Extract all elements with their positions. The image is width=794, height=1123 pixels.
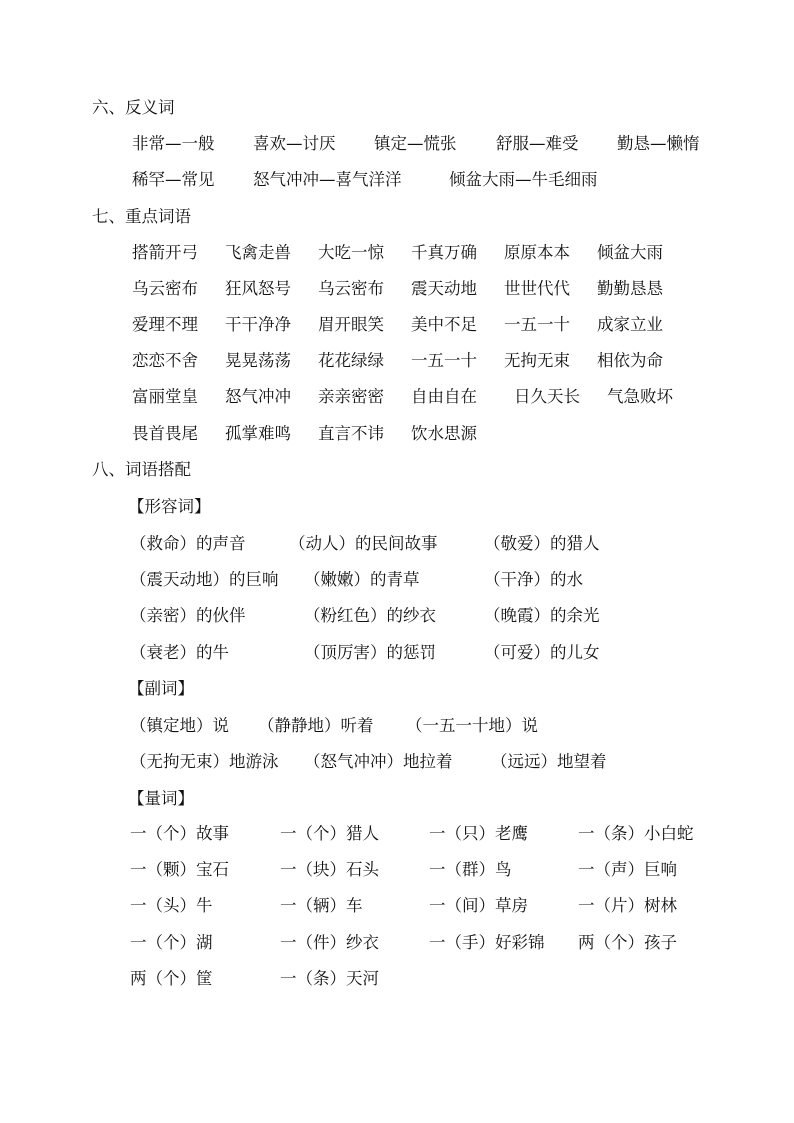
key-word: 乌云密布: [132, 279, 198, 298]
key-word: 原原本本: [504, 243, 570, 262]
key-word: 晃晃荡荡: [225, 351, 291, 370]
collocation-item: 一（头）牛: [130, 896, 213, 915]
key-word: 爱理不理: [132, 315, 198, 334]
key-word: 眉开眼笑: [318, 315, 384, 334]
collocation-item: （动人）的民间故事: [289, 534, 438, 553]
collocation-item: 两（个）孩子: [578, 933, 677, 952]
key-word: 千真万确: [411, 243, 477, 262]
key-word: 乌云密布: [318, 279, 384, 298]
collocation-item: 一（群）鸟: [429, 860, 512, 879]
collocation-item: （震天动地）的巨响: [130, 570, 279, 589]
key-word: 勤勤恳恳: [597, 279, 663, 298]
collocation-item: 一（块）石头: [280, 860, 379, 879]
heading-text: 六、反义词: [92, 98, 175, 117]
collocation-item: （嫩嫩）的青草: [304, 570, 420, 589]
key-word: 飞禽走兽: [225, 243, 291, 262]
collocation-item: （静静地）听着: [258, 716, 374, 735]
subheading-text: 【量词】: [128, 789, 194, 808]
key-word: 大吃一惊: [318, 243, 384, 262]
antonym-pair: 稀罕—常见: [132, 170, 215, 189]
key-word: 相依为命: [597, 351, 663, 370]
key-word: 日久天长: [514, 387, 580, 406]
key-word: 花花绿绿: [318, 351, 384, 370]
key-word: 气急败坏: [607, 387, 673, 406]
antonym-pair: 勤恳—懒惰: [617, 134, 700, 153]
collocation-item: 一（只）老鹰: [429, 824, 528, 843]
key-word: 直言不讳: [318, 424, 384, 443]
collocation-item: 一（个）湖: [130, 933, 213, 952]
collocation-item: 一（间）草房: [429, 896, 528, 915]
key-word: 一五一十: [411, 351, 477, 370]
collocation-item: （救命）的声音: [130, 534, 246, 553]
key-word: 富丽堂皇: [132, 387, 198, 406]
collocation-item: 两（个）筐: [130, 969, 213, 988]
collocation-item: 一（个）猎人: [280, 824, 379, 843]
collocation-item: （可爱）的儿女: [484, 643, 600, 662]
collocation-item: 一（颗）宝石: [130, 860, 229, 879]
subheading-text: 【形容词】: [128, 497, 211, 516]
antonym-pair: 非常—一般: [132, 134, 215, 153]
key-word: 倾盆大雨: [597, 243, 663, 262]
collocation-item: （衰老）的牛: [130, 643, 229, 662]
collocation-item: 一（手）好彩锦: [429, 933, 545, 952]
key-word: 成家立业: [597, 315, 663, 334]
collocation-item: （晚霞）的余光: [484, 606, 600, 625]
collocation-item: 一（声）巨响: [578, 860, 677, 879]
antonym-pair: 倾盆大雨—牛毛细雨: [449, 170, 598, 189]
key-word: 震天动地: [411, 279, 477, 298]
key-word: 恋恋不舍: [132, 351, 198, 370]
key-word: 搭箭开弓: [132, 243, 198, 262]
key-word: 怒气冲冲: [225, 387, 291, 406]
heading-text: 七、重点词语: [92, 207, 191, 226]
antonym-pair: 怒气冲冲—喜气洋洋: [253, 170, 402, 189]
key-word: 畏首畏尾: [132, 424, 198, 443]
collocation-item: （远远）地望着: [491, 752, 607, 771]
key-word: 一五一十: [504, 315, 570, 334]
collocation-item: 一（个）故事: [130, 824, 229, 843]
collocation-item: 一（条）小白蛇: [578, 824, 694, 843]
collocation-item: （亲密）的伙伴: [130, 606, 246, 625]
key-word: 美中不足: [411, 315, 477, 334]
antonym-pair: 舒服—难受: [496, 134, 579, 153]
collocation-item: 一（条）天河: [280, 969, 379, 988]
key-word: 饮水思源: [411, 424, 477, 443]
key-word: 干干净净: [225, 315, 291, 334]
collocation-item: （干净）的水: [484, 570, 583, 589]
collocation-item: （无拘无束）地游泳: [130, 752, 279, 771]
antonym-pair: 喜欢—讨厌: [253, 134, 336, 153]
key-word: 孤掌难鸣: [225, 424, 291, 443]
antonym-pair: 镇定—慌张: [374, 134, 457, 153]
subheading-text: 【副词】: [128, 679, 194, 698]
collocation-item: （一五一十地）说: [406, 716, 538, 735]
collocation-item: 一（片）树林: [578, 896, 677, 915]
key-word: 无拘无束: [504, 351, 570, 370]
collocation-item: （怒气冲冲）地拉着: [304, 752, 453, 771]
collocation-item: 一（辆）车: [280, 896, 363, 915]
key-word: 自由自在: [411, 387, 477, 406]
key-word: 世世代代: [504, 279, 570, 298]
heading-text: 八、词语搭配: [92, 460, 191, 479]
collocation-item: （敬爱）的猎人: [484, 534, 600, 553]
key-word: 亲亲密密: [318, 387, 384, 406]
collocation-item: （顶厉害）的惩罚: [304, 643, 436, 662]
collocation-item: 一（件）纱衣: [280, 933, 379, 952]
key-word: 狂风怒号: [225, 279, 291, 298]
collocation-item: （镇定地）说: [130, 716, 229, 735]
collocation-item: （粉红色）的纱衣: [304, 606, 436, 625]
